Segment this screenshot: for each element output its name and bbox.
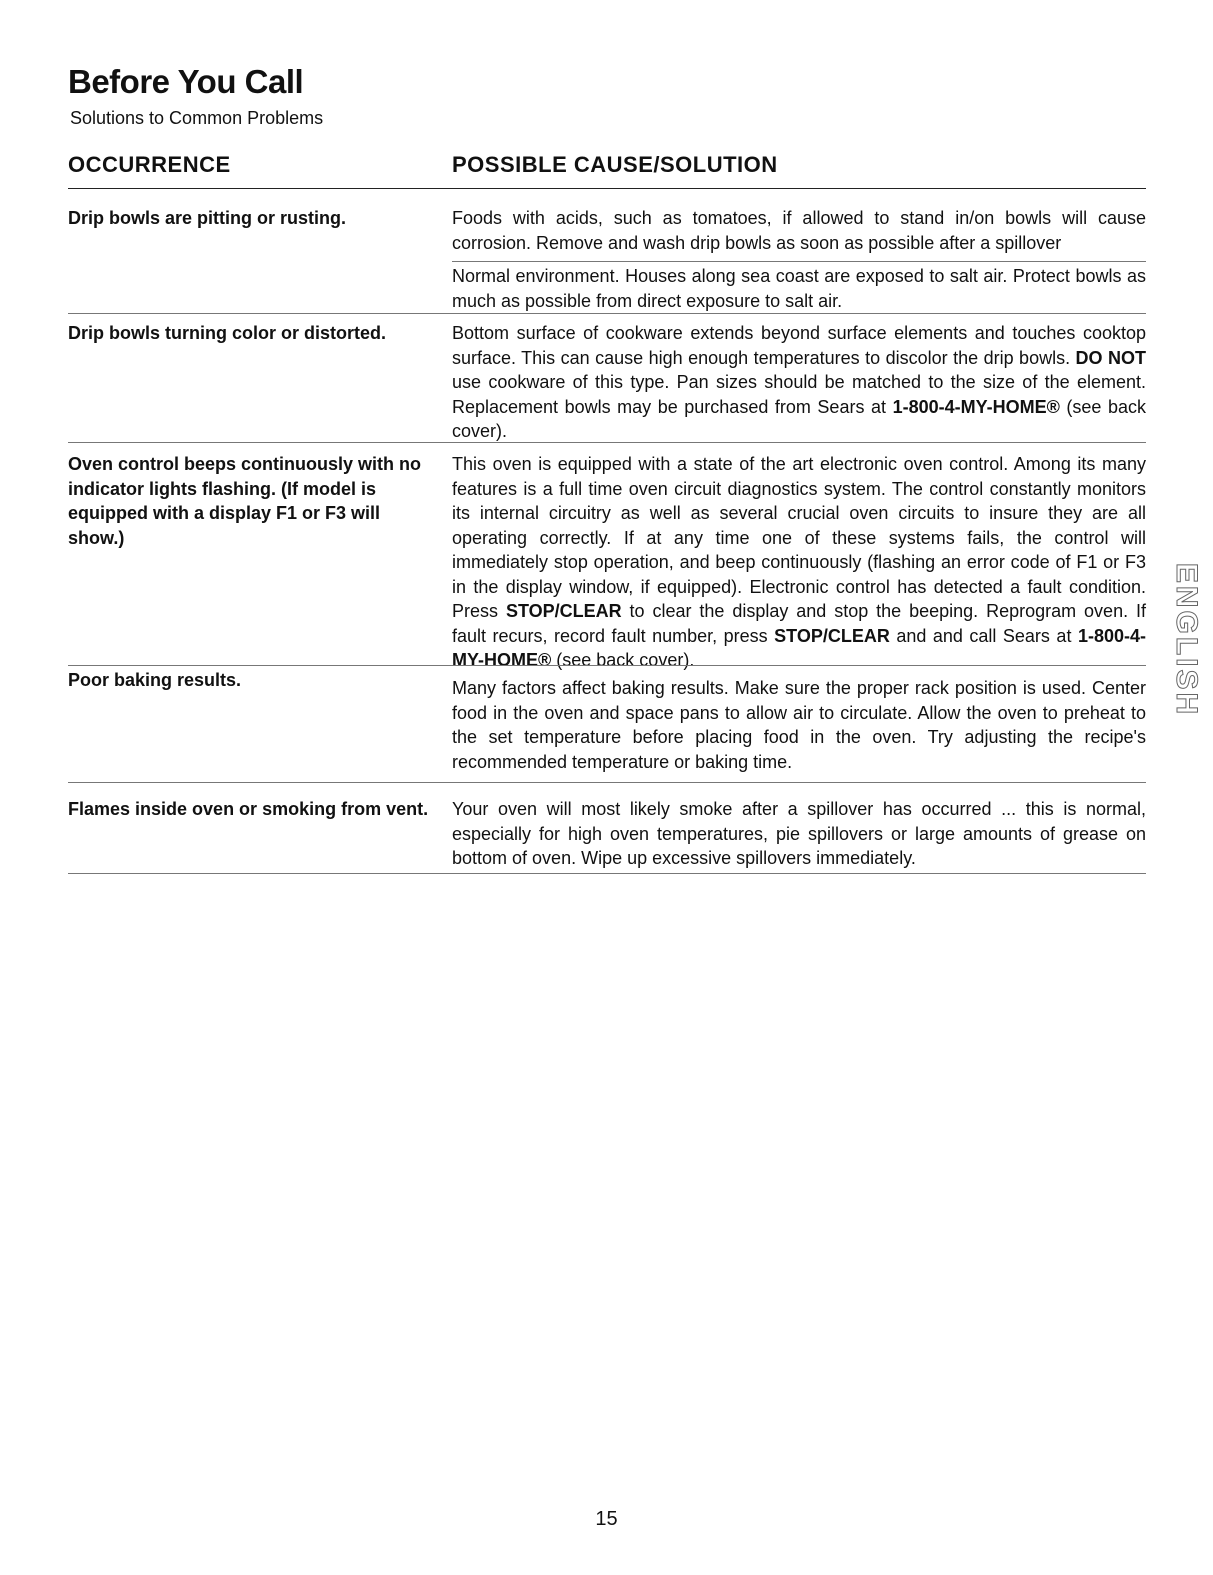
solution-drip-bowls-salt-air: Normal environment. Houses along sea coast are exposed to salt air. Protect bowls as much as possible from direct exposure to salt air. (452, 266, 1146, 311)
page-title: Before You Call (68, 63, 304, 100)
language-side-tab: ENGLISH (1170, 562, 1203, 718)
row-divider (68, 873, 1146, 874)
column-header-occurrence: OCCURRENCE (68, 152, 231, 177)
row-divider (452, 261, 1146, 262)
row-divider (68, 782, 1146, 783)
occurrence-flames-smoking: Flames inside oven or smoking from vent. (68, 799, 429, 819)
occurrence-poor-baking: Poor baking results. (68, 670, 242, 690)
solution-poor-baking: Many factors affect baking results. Make sure the proper rack position is used. Center food in the oven and space pans to allow air to circulate. Allow the oven to preheat to the set temperature before placing food in the oven. Try adjusting the recipe's recommended temperature or baking time. (452, 678, 1146, 772)
solution-drip-bowls-corrosion: Foods with acids, such as tomatoes, if allowed to stand in/on bowls will cause corrosion. Remove and wash drip bowls as soon as possible after a spillover (452, 208, 1146, 253)
column-header-solution: POSSIBLE CAUSE/SOLUTION (452, 152, 778, 177)
row-divider (68, 665, 1146, 666)
page-subtitle: Solutions to Common Problems (70, 108, 324, 128)
table-header (68, 152, 1146, 189)
row-divider (68, 442, 1146, 443)
row-divider (68, 313, 1146, 314)
solution-oven-control-beeps: This oven is equipped with a state of the art electronic oven control. Among its many features is a full time oven circuit diagnostics system. The control constantly monitors its internal circuitry as well as several crucial oven circuits to insure they are all operating correctly. If at any time one of these systems fails, the control will immediately stop operation, and beep continuously (flashing an error code of F1 or F3 in the display window, if equipped). Electronic control has detected a fault condition. Press STOP/CLEAR to clear the display and stop the beeping. Reprogram oven. If fault recurs, record fault number, press STOP/CLEAR and and call Sears at 1-800-4-MY-HOME® (see back cover). (452, 454, 1146, 670)
solution-flames-smoking: Your oven will most likely smoke after a spillover has occurred ... this is normal, especially for high oven temperatures, pie spillovers or large amounts of grease on bottom of oven. Wipe up excessive spillovers immediately. (452, 799, 1146, 868)
occurrence-drip-bowls-color: Drip bowls turning color or distorted. (68, 323, 386, 343)
occurrence-drip-bowls-pitting: Drip bowls are pitting or rusting. (68, 208, 347, 228)
page-number: 15 (595, 1508, 618, 1530)
occurrence-oven-control-beeps: Oven control beeps continuously with no indicator lights flashing. (If model is equipped with a display F1 or F3 will show.) (68, 454, 422, 548)
solution-drip-bowls-color: Bottom surface of cookware extends beyond surface elements and touches cooktop surface. This can cause high enough temperatures to discolor the drip bowls. DO NOT use cookware of this type. Pan sizes should be matched to the size of the element. Replacement bowls may be purchased from Sears at 1-800-4-MY-HOME® (see back cover). (452, 323, 1147, 441)
